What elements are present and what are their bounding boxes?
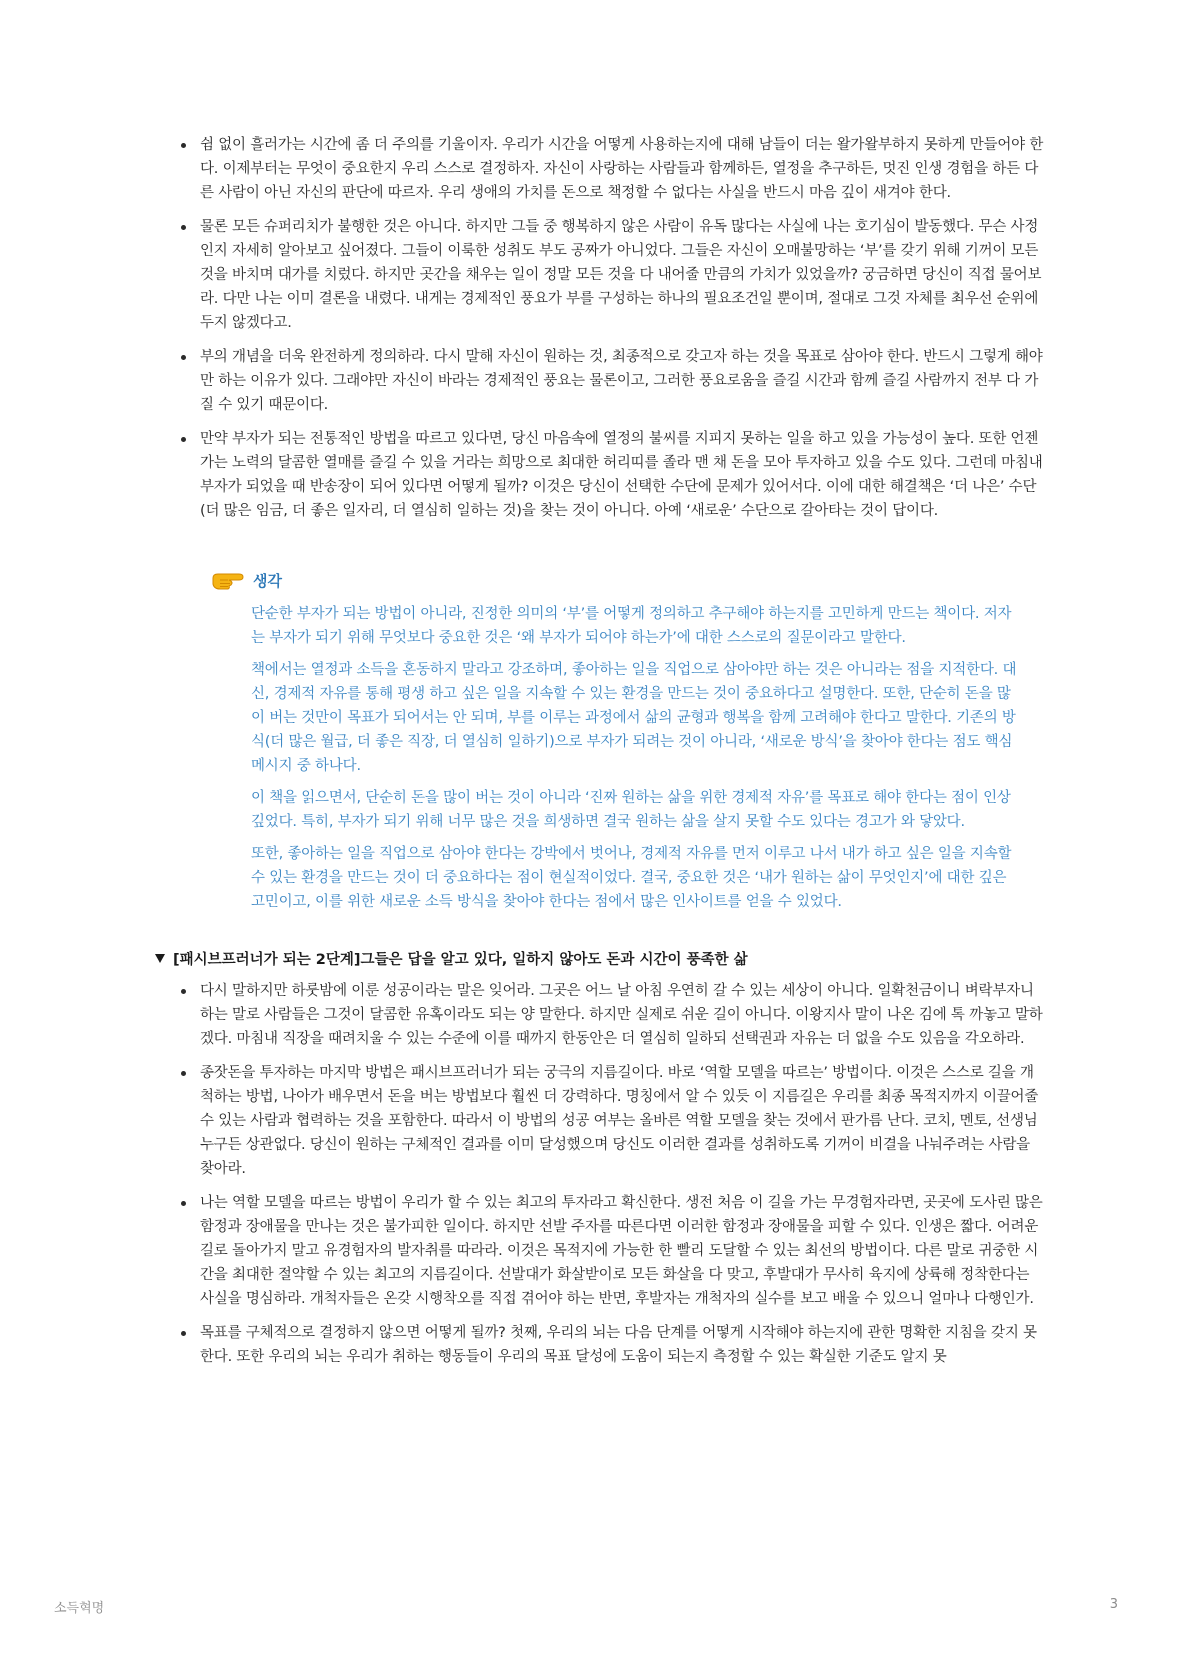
toggle-triangle-icon[interactable] [155, 954, 165, 963]
callout-body [211, 602, 1021, 914]
list-item: 목표를 구체적으로 결정하지 않으면 어떻게 될까? 첫째, 우리의 뇌는 다음 단계를 어떻게 시작해야 하는지에 관한 명확한 지침을 갖지 못한다. 또한 우리의 뇌는 우리가 취하는 행동들이 우리의 목표 달성에 도움이 되는지 측정할 수 있는 확실한 기준도 알지 못 [155, 1321, 1045, 1369]
callout-paragraph: 책에서는 열정과 소득을 혼동하지 말라고 강조하며, 좋아하는 일을 직업으로 삼아야만 하는 것은 아니라는 점을 지적한다. 대신, 경제적 자유를 통해 평생 하고 싶은 일을 지속할 수 있는 환경을 만드는 것이 중요하다고 설명한다. 또한, 단순히 돈을 많이 버는 것만이 목표가 되어서는 안 되며, 부를 이루는 과정에서 삶의 균형과 행복을 함께 고려해야 한다고 말한다. 기존의 방식(더 많은 월급, 더 좋은 직장, 더 열심히 일하기)으로 부자가 되려는 것이 아니라, ‘새로운 방식’을 찾아야 한다는 점도 핵심 메시지 중 하나다. [251, 662, 1017, 774]
list-item: 다시 말하지만 하룻밤에 이룬 성공이라는 말은 잊어라. 그곳은 어느 날 아침 우연히 갈 수 있는 세상이 아니다. 일확천금이니 벼락부자니 하는 말로 사람들은 그것이 달콤한 유혹이라도 되는 양 말한다. 하지만 실제로 쉬운 길이 아니다. 이왕지사 말이 나온 김에 톡 까놓고 말하겠다. 마침내 직장을 때려치울 수 있는 수준에 이를 때까지 한동안은 더 열심히 일하되 선택권과 자유는 더 없을 수도 있음을 각오하라. [155, 979, 1045, 1051]
page-number: 3 [1109, 1597, 1118, 1612]
list-item: 물론 모든 슈퍼리치가 불행한 것은 아니다. 하지만 그들 중 행복하지 않은 사람이 유독 많다는 사실에 나는 호기심이 발동했다. 무슨 사정인지 자세히 알아보고 싶어졌다. 그들이 이룩한 성취도 부도 공짜가 아니었다. 그들은 자신이 오매불망하는 ‘부’를 갖기 위해 기꺼이 모든 것을 바치며 대가를 치렀다. 하지만 곳간을 채우는 일이 정말 모든 것을 다 내어줄 만큼의 가치가 있었을까? 궁금하면 당신이 직접 물어보라. 다만 나는 이미 결론을 내렸다. 내게는 경제적인 풍요가 부를 구성하는 하나의 필요조건일 뿐이며, 절대로 그것 자체를 최우선 순위에 두지 않겠다고. [155, 215, 1045, 335]
list-item: 부의 개념을 더욱 완전하게 정의하라. 다시 말해 자신이 원하는 것, 최종적으로 갖고자 하는 것을 목표로 삼아야 한다. 반드시 그렇게 해야만 하는 이유가 있다. 그래야만 자신이 바라는 경제적인 풍요는 물론이고, 그러한 풍요로움을 즐길 시간과 함께 즐길 사람까지 전부 다 가질 수 있기 때문이다. [155, 345, 1045, 417]
page-content [155, 133, 1045, 1379]
bullet-list-top [155, 133, 1045, 523]
footer-title: 소득혁명 [54, 1601, 105, 1616]
bullet-list-section [155, 979, 1045, 1369]
list-item: 쉼 없이 흘러가는 시간에 좀 더 주의를 기울이자. 우리가 시간을 어떻게 사용하는지에 대해 남들이 더는 왈가왈부하지 못하게 만들어야 한다. 이제부터는 무엇이 중요한지 우리 스스로 결정하자. 자신이 사랑하는 사람들과 함께하든, 열정을 추구하든, 멋진 인생 경험을 하든 다른 사람이 아닌 자신의 판단에 따르자. 우리 생애의 가치를 돈으로 책정할 수 없다는 사실을 반드시 마음 깊이 새겨야 한다. [155, 133, 1045, 205]
callout-header [211, 568, 1021, 592]
callout-paragraph: 단순한 부자가 되는 방법이 아니라, 진정한 의미의 ‘부’를 어떻게 정의하고 추구해야 하는지를 고민하게 만드는 책이다. 저자는 부자가 되기 위해 무엇보다 중요한 것은 ‘왜 부자가 되어야 하는가’에 대한 스스로의 질문이라고 말한다. [251, 606, 1012, 646]
section-toggle-heading[interactable] [155, 948, 1045, 969]
pointing-hand-icon [211, 568, 245, 592]
list-item: 만약 부자가 되는 전통적인 방법을 따르고 있다면, 당신 마음속에 열정의 불씨를 지피지 못하는 일을 하고 있을 가능성이 높다. 또한 언젠가는 노력의 달콤한 열매를 즐길 수 있을 거라는 희망으로 최대한 허리띠를 졸라 맨 채 돈을 모아 투자하고 있을 수도 있다. 그런데 마침내 부자가 되었을 때 반송장이 되어 있다면 어떻게 될까? 이것은 당신이 선택한 수단에 문제가 있어서다. 이에 대한 해결책은 ‘더 나은’ 수단(더 많은 임금, 더 좋은 일자리, 더 열심히 일하는 것)을 찾는 것이 아니다. 아예 ‘새로운’ 수단으로 갈아타는 것이 답이다. [155, 427, 1045, 523]
section-heading-text: [패시브프러너가 되는 2단계]그들은 답을 알고 있다, 일하지 않아도 돈과 시간이 풍족한 삶 [173, 952, 748, 968]
callout-title: 생각 [253, 571, 282, 590]
list-item: 나는 역할 모델을 따르는 방법이 우리가 할 수 있는 최고의 투자라고 확신한다. 생전 처음 이 길을 가는 무경험자라면, 곳곳에 도사린 많은 함정과 장애물을 만나는 것은 불가피한 일이다. 하지만 선발 주자를 따른다면 이러한 함정과 장애물을 피할 수 있다. 인생은 짧다. 어려운 길로 돌아가지 말고 유경험자의 발자취를 따라라. 이것은 목적지에 가능한 한 빨리 도달할 수 있는 최선의 방법이다. 다른 말로 귀중한 시간을 최대한 절약할 수 있는 최고의 지름길이다. 선발대가 화살받이로 모든 화살을 다 맞고, 후발대가 무사히 육지에 상륙해 정착한다는 사실을 명심하라. 개척자들은 온갖 시행착오를 직접 겪어야 하는 반면, 후발자는 개척자의 실수를 보고 배울 수 있으니 얼마나 다행인가. [155, 1191, 1045, 1311]
callout-paragraph: 이 책을 읽으면서, 단순히 돈을 많이 버는 것이 아니라 ‘진짜 원하는 삶을 위한 경제적 자유’를 목표로 해야 한다는 점이 인상 깊었다. 특히, 부자가 되기 위해 너무 많은 것을 희생하면 결국 원하는 삶을 살지 못할 수도 있다는 경고가 와 닿았다. [251, 790, 1011, 830]
thought-callout [211, 568, 1021, 914]
list-item: 종잣돈을 투자하는 마지막 방법은 패시브프러너가 되는 궁극의 지름길이다. 바로 ‘역할 모델을 따르는’ 방법이다. 이것은 스스로 길을 개척하는 방법, 나아가 배우면서 돈을 버는 방법보다 훨씬 더 강력하다. 명칭에서 알 수 있듯 이 지름길은 우리를 최종 목적지까지 이끌어줄 수 있는 사람과 협력하는 것을 포함한다. 따라서 이 방법의 성공 여부는 올바른 역할 모델을 찾는 것에서 판가름 난다. 코치, 멘토, 선생님 누구든 상관없다. 당신이 원하는 구체적인 결과를 이미 달성했으며 당신도 이러한 결과를 성취하도록 기꺼이 비결을 나눠주려는 사람을 찾아라. [155, 1061, 1045, 1181]
callout-paragraph: 또한, 좋아하는 일을 직업으로 삼아야 한다는 강박에서 벗어나, 경제적 자유를 먼저 이루고 나서 내가 하고 싶은 일을 지속할 수 있는 환경을 만드는 것이 더 중요하다는 점이 현실적이었다. 결국, 중요한 것은 ‘내가 원하는 삶이 무엇인지’에 대한 깊은 고민이고, 이를 위한 새로운 소득 방식을 찾아야 한다는 점에서 많은 인사이트를 얻을 수 있었다. [251, 846, 1012, 910]
